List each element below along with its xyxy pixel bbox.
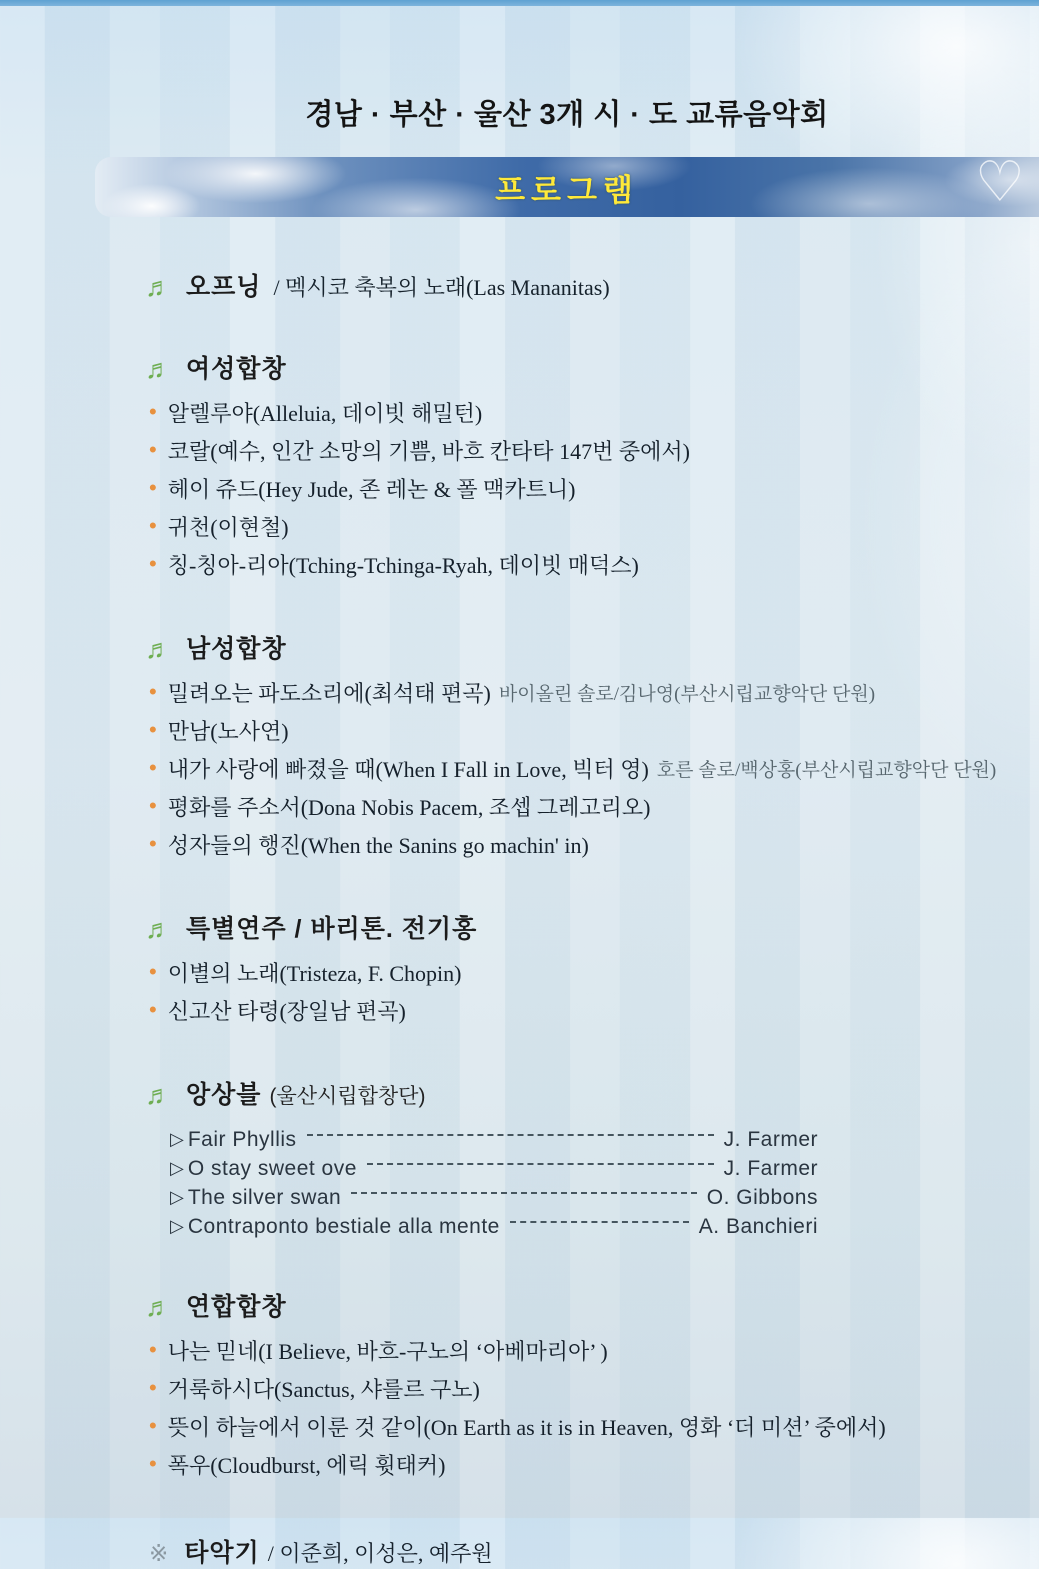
bullet-icon: • <box>149 679 157 704</box>
piece-title: Contraponto bestiale alla mente <box>187 1214 500 1238</box>
program-banner <box>95 150 1039 217</box>
piece-composer: J. Farmer <box>723 1127 818 1151</box>
triangle-icon: ▷ <box>170 1158 184 1178</box>
music-note-icon: ♬ <box>145 1292 172 1322</box>
item-performer-note: 호른 솔로/백상홍(부산시립교향악단 단원) <box>656 759 997 781</box>
top-border <box>0 0 1039 6</box>
item-text: 헤이 쥬드(Hey Jude, 존 레논 & 폴 맥카트니) <box>167 476 576 502</box>
item-text: 귀천(이현철) <box>167 514 289 540</box>
bullet-icon: • <box>149 1375 157 1400</box>
bullet-icon: • <box>149 717 157 742</box>
piece-composer: O. Gibbons <box>706 1185 818 1209</box>
item-text: 거룩하시다(Sanctus, 샤를르 구노) <box>167 1376 480 1402</box>
bullet-icon: • <box>149 1413 157 1438</box>
triangle-icon: ▷ <box>170 1216 184 1236</box>
program-item <box>145 1331 999 1369</box>
section-womens-chorus <box>145 349 999 583</box>
bullet-icon: • <box>149 399 157 424</box>
program-item <box>145 953 999 991</box>
section-title-special: 특별연주 / 바리톤. 전기홍 <box>186 915 478 943</box>
item-text: 신고산 타령(장일남 편곡) <box>167 998 406 1024</box>
program-item <box>145 545 999 583</box>
program-item <box>145 1407 999 1445</box>
ensemble-piece-row <box>170 1212 818 1241</box>
section-title-mens-chorus: 남성합창 <box>186 635 287 663</box>
program-item <box>145 787 999 825</box>
banner-label: 프로그램 <box>495 172 639 208</box>
bullet-icon: • <box>149 437 157 462</box>
program-item <box>145 1369 999 1407</box>
item-performer-note: 바이올린 솔로/김나영(부산시립교향악단 단원) <box>498 683 876 705</box>
program-item <box>145 507 999 545</box>
item-text: 폭우(Cloudburst, 에릭 휫태커) <box>167 1452 446 1478</box>
item-text: 칭-칭아-리아(Tching-Tchinga-Ryah, 데이빗 매덕스) <box>167 552 639 578</box>
section-title-womens-chorus: 여성합창 <box>186 355 287 383</box>
music-note-icon: ♬ <box>145 1080 172 1110</box>
bullet-icon: • <box>149 551 157 576</box>
section-subtitle-ensemble: (울산시립합창단) <box>269 1085 426 1108</box>
piece-composer: A. Banchieri <box>698 1214 818 1238</box>
ensemble-piece-row <box>170 1154 818 1183</box>
heart-bubble-icon: ♡ <box>974 150 1025 213</box>
triangle-icon: ▷ <box>170 1187 184 1207</box>
dotted-leader <box>510 1221 689 1223</box>
percussion-names: / 이준희, 이성은, 예주원 <box>267 1541 493 1566</box>
program-item <box>145 991 999 1029</box>
section-mens-chorus <box>145 629 999 863</box>
item-text: 평화를 주소서(Dona Nobis Pacem, 조셉 그레고리오) <box>167 794 651 820</box>
program-item <box>145 431 999 469</box>
section-subtitle-opening: / 멕시코 축복의 노래(Las Mananitas) <box>273 275 610 300</box>
section-ensemble <box>145 1075 999 1241</box>
program-item <box>145 673 999 711</box>
bullet-icon: • <box>149 831 157 856</box>
triangle-icon: ▷ <box>170 1129 184 1149</box>
percussion-credit <box>149 1533 1039 1569</box>
music-note-icon: ♬ <box>145 272 172 302</box>
section-title-combined-chorus: 연합합창 <box>186 1293 287 1321</box>
item-text: 만남(노사연) <box>167 718 289 744</box>
bullet-icon: • <box>149 755 157 780</box>
item-text: 내가 사랑에 빠졌을 때(When I Fall in Love, 빅터 영) <box>167 756 649 782</box>
section-opening <box>145 267 999 303</box>
program-item <box>145 393 999 431</box>
item-text: 성자들의 행진(When the Sanins go machin' in) <box>167 832 589 858</box>
program-item <box>145 825 999 863</box>
ensemble-piece-row <box>170 1125 818 1154</box>
program-page <box>0 92 1039 1569</box>
piece-title: The silver swan <box>187 1185 342 1209</box>
percussion-title: 타악기 <box>184 1539 260 1567</box>
bullet-icon: • <box>149 1337 157 1362</box>
item-text: 코랄(예수, 인간 소망의 기쁨, 바흐 칸타타 147번 중에서) <box>167 438 690 464</box>
page-title: 경남 · 부산 · 울산 3개 시 · 도 교류음악회 <box>305 99 829 131</box>
program-item <box>145 749 999 787</box>
dotted-leader <box>307 1134 714 1136</box>
program-item <box>145 469 999 507</box>
item-text: 나는 믿네(I Believe, 바흐-구노의 ‘아베마리아’ ) <box>167 1338 608 1364</box>
item-text: 밀려오는 파도소리에(최석태 편곡) <box>167 680 491 706</box>
section-special-performance <box>145 909 999 1029</box>
item-text: 알렐루야(Alleluia, 데이빗 해밀턴) <box>167 400 483 426</box>
reference-mark-icon: ※ <box>149 1540 169 1566</box>
item-text: 뜻이 하늘에서 이룬 것 같이(On Earth as it is in Heaven, 영화 ‘더 미션’ 중에서) <box>167 1414 886 1440</box>
piece-title: Fair Phyllis <box>187 1127 297 1151</box>
ensemble-piece-row <box>170 1183 818 1212</box>
section-title-ensemble: 앙상블 <box>186 1081 262 1109</box>
bullet-icon: • <box>149 475 157 500</box>
ensemble-piece-list <box>170 1125 818 1241</box>
music-note-icon: ♬ <box>145 634 172 664</box>
section-title-opening: 오프닝 <box>186 273 262 301</box>
music-note-icon: ♬ <box>145 354 172 384</box>
program-content <box>0 267 1039 1483</box>
section-combined-chorus <box>145 1287 999 1483</box>
bullet-icon: • <box>149 793 157 818</box>
piece-composer: J. Farmer <box>723 1156 818 1180</box>
piece-title: O stay sweet ove <box>187 1156 357 1180</box>
program-item <box>145 1445 999 1483</box>
item-text: 이별의 노래(Tristeza, F. Chopin) <box>167 960 462 986</box>
program-item <box>145 711 999 749</box>
bullet-icon: • <box>149 513 157 538</box>
dotted-leader <box>351 1192 697 1194</box>
dotted-leader <box>367 1163 714 1165</box>
music-note-icon: ♬ <box>145 914 172 944</box>
bullet-icon: • <box>149 959 157 984</box>
bullet-icon: • <box>149 997 157 1022</box>
bullet-icon: • <box>149 1451 157 1476</box>
